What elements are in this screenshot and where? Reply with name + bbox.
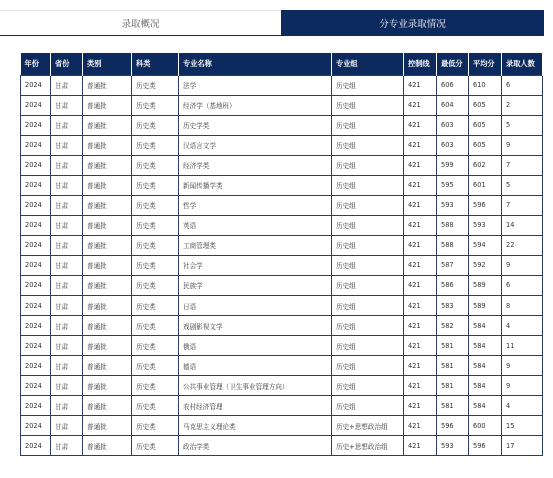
cell-major-name: 公共事业管理（卫生事业管理方向） bbox=[179, 376, 332, 396]
admission-table-container bbox=[20, 53, 542, 456]
table-body bbox=[21, 75, 543, 456]
cell-avg-score: 594 bbox=[469, 235, 502, 255]
cell-control-line: 421 bbox=[404, 175, 437, 195]
cell-major-name: 英语 bbox=[179, 215, 332, 235]
cell-category: 普通批 bbox=[83, 115, 132, 135]
cell-year: 2024 bbox=[21, 135, 51, 155]
cell-control-line: 421 bbox=[404, 235, 437, 255]
cell-subject-type: 历史类 bbox=[132, 396, 179, 416]
cell-admitted-count: 4 bbox=[502, 396, 543, 416]
cell-province: 甘肃 bbox=[51, 155, 83, 175]
cell-min-score: 604 bbox=[437, 95, 469, 115]
cell-major-name: 新闻传播学类 bbox=[179, 175, 332, 195]
cell-subject-type: 历史类 bbox=[132, 376, 179, 396]
cell-major-group: 历史+思想政治组 bbox=[332, 416, 404, 436]
cell-admitted-count: 9 bbox=[502, 135, 543, 155]
cell-subject-type: 历史类 bbox=[132, 115, 179, 135]
cell-avg-score: 596 bbox=[469, 436, 502, 456]
cell-control-line: 421 bbox=[404, 416, 437, 436]
cell-min-score: 586 bbox=[437, 275, 469, 295]
cell-avg-score: 592 bbox=[469, 255, 502, 275]
cell-category: 普通批 bbox=[83, 95, 132, 115]
cell-control-line: 421 bbox=[404, 195, 437, 215]
cell-control-line: 421 bbox=[404, 75, 437, 95]
cell-control-line: 421 bbox=[404, 356, 437, 376]
cell-avg-score: 589 bbox=[469, 296, 502, 316]
cell-min-score: 587 bbox=[437, 255, 469, 275]
cell-admitted-count: 5 bbox=[502, 175, 543, 195]
cell-year: 2024 bbox=[21, 376, 51, 396]
cell-category: 普通批 bbox=[83, 436, 132, 456]
cell-subject-type: 历史类 bbox=[132, 75, 179, 95]
cell-major-name: 政治学类 bbox=[179, 436, 332, 456]
cell-category: 普通批 bbox=[83, 275, 132, 295]
table-row bbox=[21, 336, 543, 356]
table-row bbox=[21, 135, 543, 155]
cell-subject-type: 历史类 bbox=[132, 155, 179, 175]
cell-min-score: 596 bbox=[437, 416, 469, 436]
cell-province: 甘肃 bbox=[51, 436, 83, 456]
cell-year: 2024 bbox=[21, 175, 51, 195]
header-control-line: 控制线 bbox=[404, 53, 437, 75]
cell-major-group: 历史组 bbox=[332, 95, 404, 115]
cell-category: 普通批 bbox=[83, 416, 132, 436]
cell-avg-score: 610 bbox=[469, 75, 502, 95]
table-row bbox=[21, 195, 543, 215]
cell-category: 普通批 bbox=[83, 356, 132, 376]
admission-table bbox=[20, 53, 543, 456]
cell-subject-type: 历史类 bbox=[132, 235, 179, 255]
table-row bbox=[21, 396, 543, 416]
cell-admitted-count: 11 bbox=[502, 336, 543, 356]
cell-avg-score: 605 bbox=[469, 95, 502, 115]
cell-year: 2024 bbox=[21, 356, 51, 376]
cell-control-line: 421 bbox=[404, 155, 437, 175]
cell-admitted-count: 8 bbox=[502, 296, 543, 316]
cell-min-score: 583 bbox=[437, 296, 469, 316]
table-row bbox=[21, 416, 543, 436]
cell-year: 2024 bbox=[21, 396, 51, 416]
cell-control-line: 421 bbox=[404, 215, 437, 235]
cell-admitted-count: 9 bbox=[502, 376, 543, 396]
cell-min-score: 603 bbox=[437, 115, 469, 135]
cell-province: 甘肃 bbox=[51, 376, 83, 396]
cell-province: 甘肃 bbox=[51, 336, 83, 356]
cell-category: 普通批 bbox=[83, 215, 132, 235]
cell-major-name: 民族学 bbox=[179, 275, 332, 295]
cell-province: 甘肃 bbox=[51, 115, 83, 135]
cell-min-score: 581 bbox=[437, 356, 469, 376]
cell-province: 甘肃 bbox=[51, 356, 83, 376]
cell-admitted-count: 2 bbox=[502, 95, 543, 115]
cell-year: 2024 bbox=[21, 195, 51, 215]
cell-province: 甘肃 bbox=[51, 175, 83, 195]
cell-subject-type: 历史类 bbox=[132, 175, 179, 195]
cell-admitted-count: 17 bbox=[502, 436, 543, 456]
cell-subject-type: 历史类 bbox=[132, 195, 179, 215]
tab-bar bbox=[0, 10, 553, 36]
table-row bbox=[21, 95, 543, 115]
cell-province: 甘肃 bbox=[51, 255, 83, 275]
cell-category: 普通批 bbox=[83, 376, 132, 396]
cell-province: 甘肃 bbox=[51, 396, 83, 416]
table-row bbox=[21, 175, 543, 195]
cell-province: 甘肃 bbox=[51, 296, 83, 316]
cell-province: 甘肃 bbox=[51, 135, 83, 155]
cell-major-name: 马克思主义理论类 bbox=[179, 416, 332, 436]
header-admitted-count: 录取人数 bbox=[502, 53, 543, 75]
cell-major-group: 历史组 bbox=[332, 396, 404, 416]
cell-year: 2024 bbox=[21, 275, 51, 295]
cell-subject-type: 历史类 bbox=[132, 416, 179, 436]
cell-avg-score: 605 bbox=[469, 115, 502, 135]
cell-admitted-count: 22 bbox=[502, 235, 543, 255]
cell-major-group: 历史组 bbox=[332, 115, 404, 135]
cell-major-name: 哲学 bbox=[179, 195, 332, 215]
cell-min-score: 606 bbox=[437, 75, 469, 95]
cell-admitted-count: 5 bbox=[502, 115, 543, 135]
tab-admission-overview[interactable]: 录取概况 bbox=[0, 10, 281, 36]
cell-year: 2024 bbox=[21, 296, 51, 316]
cell-control-line: 421 bbox=[404, 115, 437, 135]
cell-province: 甘肃 bbox=[51, 195, 83, 215]
cell-category: 普通批 bbox=[83, 336, 132, 356]
table-row bbox=[21, 255, 543, 275]
cell-major-name: 法学 bbox=[179, 75, 332, 95]
cell-year: 2024 bbox=[21, 436, 51, 456]
cell-avg-score: 596 bbox=[469, 195, 502, 215]
cell-control-line: 421 bbox=[404, 436, 437, 456]
cell-year: 2024 bbox=[21, 75, 51, 95]
cell-major-name: 工商管理类 bbox=[179, 235, 332, 255]
cell-avg-score: 584 bbox=[469, 396, 502, 416]
cell-avg-score: 605 bbox=[469, 135, 502, 155]
cell-subject-type: 历史类 bbox=[132, 215, 179, 235]
table-row bbox=[21, 75, 543, 95]
cell-province: 甘肃 bbox=[51, 316, 83, 336]
cell-avg-score: 601 bbox=[469, 175, 502, 195]
cell-subject-type: 历史类 bbox=[132, 135, 179, 155]
cell-year: 2024 bbox=[21, 336, 51, 356]
cell-admitted-count: 14 bbox=[502, 215, 543, 235]
cell-subject-type: 历史类 bbox=[132, 275, 179, 295]
cell-subject-type: 历史类 bbox=[132, 436, 179, 456]
cell-min-score: 603 bbox=[437, 135, 469, 155]
cell-subject-type: 历史类 bbox=[132, 336, 179, 356]
cell-major-group: 历史组 bbox=[332, 336, 404, 356]
cell-admitted-count: 9 bbox=[502, 255, 543, 275]
cell-major-name: 俄语 bbox=[179, 336, 332, 356]
header-min-score: 最低分 bbox=[437, 53, 469, 75]
cell-major-group: 历史组 bbox=[332, 135, 404, 155]
cell-province: 甘肃 bbox=[51, 95, 83, 115]
cell-province: 甘肃 bbox=[51, 416, 83, 436]
cell-province: 甘肃 bbox=[51, 215, 83, 235]
cell-major-group: 历史组 bbox=[332, 155, 404, 175]
table-row bbox=[21, 316, 543, 336]
cell-category: 普通批 bbox=[83, 255, 132, 275]
cell-year: 2024 bbox=[21, 95, 51, 115]
cell-province: 甘肃 bbox=[51, 275, 83, 295]
cell-avg-score: 602 bbox=[469, 155, 502, 175]
cell-min-score: 581 bbox=[437, 376, 469, 396]
cell-major-group: 历史组 bbox=[332, 296, 404, 316]
cell-admitted-count: 6 bbox=[502, 75, 543, 95]
header-subject-type: 科类 bbox=[132, 53, 179, 75]
cell-category: 普通批 bbox=[83, 235, 132, 255]
cell-major-group: 历史组 bbox=[332, 356, 404, 376]
cell-category: 普通批 bbox=[83, 396, 132, 416]
cell-min-score: 595 bbox=[437, 175, 469, 195]
cell-avg-score: 589 bbox=[469, 275, 502, 295]
cell-year: 2024 bbox=[21, 115, 51, 135]
cell-subject-type: 历史类 bbox=[132, 356, 179, 376]
cell-major-group: 历史+思想政治组 bbox=[332, 436, 404, 456]
cell-control-line: 421 bbox=[404, 95, 437, 115]
header-major-group: 专业组 bbox=[332, 53, 404, 75]
cell-min-score: 593 bbox=[437, 436, 469, 456]
cell-avg-score: 584 bbox=[469, 316, 502, 336]
table-row bbox=[21, 376, 543, 396]
cell-major-name: 农村经济管理 bbox=[179, 396, 332, 416]
cell-major-name: 戏剧影视文学 bbox=[179, 316, 332, 336]
cell-major-group: 历史组 bbox=[332, 376, 404, 396]
cell-control-line: 421 bbox=[404, 336, 437, 356]
cell-control-line: 421 bbox=[404, 135, 437, 155]
cell-avg-score: 593 bbox=[469, 215, 502, 235]
cell-province: 甘肃 bbox=[51, 75, 83, 95]
header-year: 年份 bbox=[21, 53, 51, 75]
cell-avg-score: 584 bbox=[469, 356, 502, 376]
cell-control-line: 421 bbox=[404, 296, 437, 316]
cell-category: 普通批 bbox=[83, 316, 132, 336]
cell-year: 2024 bbox=[21, 155, 51, 175]
cell-control-line: 421 bbox=[404, 316, 437, 336]
cell-category: 普通批 bbox=[83, 75, 132, 95]
cell-control-line: 421 bbox=[404, 275, 437, 295]
cell-avg-score: 600 bbox=[469, 416, 502, 436]
header-category: 类别 bbox=[83, 53, 132, 75]
cell-year: 2024 bbox=[21, 316, 51, 336]
cell-min-score: 588 bbox=[437, 235, 469, 255]
cell-year: 2024 bbox=[21, 235, 51, 255]
cell-category: 普通批 bbox=[83, 296, 132, 316]
cell-subject-type: 历史类 bbox=[132, 316, 179, 336]
cell-major-name: 经济学（基地班） bbox=[179, 95, 332, 115]
cell-year: 2024 bbox=[21, 215, 51, 235]
cell-year: 2024 bbox=[21, 255, 51, 275]
cell-control-line: 421 bbox=[404, 376, 437, 396]
cell-major-group: 历史组 bbox=[332, 255, 404, 275]
cell-major-name: 德语 bbox=[179, 356, 332, 376]
header-province: 省份 bbox=[51, 53, 83, 75]
cell-year: 2024 bbox=[21, 416, 51, 436]
table-row bbox=[21, 275, 543, 295]
cell-major-name: 日语 bbox=[179, 296, 332, 316]
cell-subject-type: 历史类 bbox=[132, 255, 179, 275]
cell-major-group: 历史组 bbox=[332, 215, 404, 235]
cell-major-group: 历史组 bbox=[332, 235, 404, 255]
table-row bbox=[21, 356, 543, 376]
cell-subject-type: 历史类 bbox=[132, 95, 179, 115]
cell-major-group: 历史组 bbox=[332, 75, 404, 95]
table-row bbox=[21, 296, 543, 316]
header-avg-score: 平均分 bbox=[469, 53, 502, 75]
table-row bbox=[21, 115, 543, 135]
cell-major-name: 社会学 bbox=[179, 255, 332, 275]
cell-min-score: 588 bbox=[437, 215, 469, 235]
table-row bbox=[21, 215, 543, 235]
cell-major-group: 历史组 bbox=[332, 195, 404, 215]
cell-admitted-count: 7 bbox=[502, 155, 543, 175]
cell-category: 普通批 bbox=[83, 155, 132, 175]
table-row bbox=[21, 235, 543, 255]
cell-major-group: 历史组 bbox=[332, 175, 404, 195]
cell-min-score: 582 bbox=[437, 316, 469, 336]
cell-avg-score: 584 bbox=[469, 376, 502, 396]
cell-min-score: 581 bbox=[437, 336, 469, 356]
cell-min-score: 593 bbox=[437, 195, 469, 215]
cell-category: 普通批 bbox=[83, 135, 132, 155]
cell-major-name: 历史学类 bbox=[179, 115, 332, 135]
cell-province: 甘肃 bbox=[51, 235, 83, 255]
table-row bbox=[21, 436, 543, 456]
cell-major-name: 经济学类 bbox=[179, 155, 332, 175]
cell-category: 普通批 bbox=[83, 175, 132, 195]
cell-admitted-count: 9 bbox=[502, 356, 543, 376]
cell-control-line: 421 bbox=[404, 396, 437, 416]
cell-category: 普通批 bbox=[83, 195, 132, 215]
table-header-row bbox=[21, 53, 543, 75]
cell-subject-type: 历史类 bbox=[132, 296, 179, 316]
tab-admission-by-major[interactable]: 分专业录取情况 bbox=[281, 10, 544, 36]
cell-avg-score: 584 bbox=[469, 336, 502, 356]
cell-major-group: 历史组 bbox=[332, 316, 404, 336]
cell-major-group: 历史组 bbox=[332, 275, 404, 295]
table-row bbox=[21, 155, 543, 175]
cell-admitted-count: 7 bbox=[502, 195, 543, 215]
cell-min-score: 599 bbox=[437, 155, 469, 175]
cell-control-line: 421 bbox=[404, 255, 437, 275]
cell-major-name: 汉语言文学 bbox=[179, 135, 332, 155]
cell-admitted-count: 15 bbox=[502, 416, 543, 436]
cell-admitted-count: 4 bbox=[502, 316, 543, 336]
cell-min-score: 581 bbox=[437, 396, 469, 416]
cell-admitted-count: 6 bbox=[502, 275, 543, 295]
header-major-name: 专业名称 bbox=[179, 53, 332, 75]
